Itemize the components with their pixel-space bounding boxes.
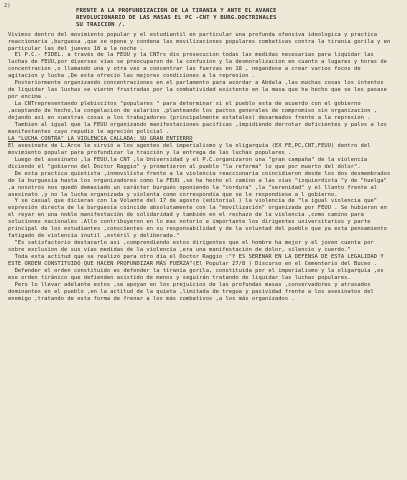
paragraph: Y se casual que dicieran con la Volante del 17 de agosto (editorial ) la violencia de "la igual violencia que" expresión directa de la burguesía coincide absolutamente con la "movilización" organizada por FEUU . Se hubieron en el reyar en una noble manifestación de solidaridad y también en el rechazo de la violencia ,como camino para soluciones nacionales .Allo contribuyeron en lo mas notorio e importante los dirigentes universitarios y parte principal de los estudiantes ,conscientes en su responsabilidad y de la voluntad del pueblo que ya esta pensamiento fatigado de violencia inutil ,estéril y deliberada." xyxy=(8,198,391,240)
paragraph: Pero lo llevar adelante estos ,se apoyan en los prejuicios de las profundas masas ,conservadores y atrasados dominantes en el pueblo ,en la actitud de la quieta ,limitada de tregua y pasividad frente a los asesinatos del enemigo ,tratando de esta forma de frenar a los más combativos ,a los más organizados . xyxy=(8,281,378,302)
paragraph: Posteriormente organizando concentraciones en el parlamento para acordar a Abdala ,las muchas cosas los intentos de liquidar las luchas se vieron frustradas por la combatividad existente en la masa que ha hecho que se les pasase por encima . xyxy=(8,80,391,101)
paragraph: Defender el orden constituido es defender la tiranía gorila, constituida por el imperialismo y la oligarquía ,es ese orden tiránico que defienden asistido de menos y seguirán tratando de liquidar las luchas populares. xyxy=(8,268,387,281)
margin-note: 2) xyxy=(4,3,11,9)
paragraph: "Es satisfactorio destacarlo asi ,comprendiendo estos dirigentes que el hombre ha mejor y el joven cuenta por sobre exclusion de sus vías medidas de la violencia ,era una manifestación de dolor, silencio y cuerdo." xyxy=(8,240,378,254)
section-heading: LA "LUCHA CONTRA" LA VIOLENCIA CALLADA: SU GRAN ENTIERRO xyxy=(8,135,193,142)
paragraph: Toda esta actitud que se realizó para otro día el Doctor Raggio :"Y ES SERENAR EN LA DEFENSA DE ESTA LEGALIDAD Y ESTE ORDEN CONSTITUIDO QUE HACEN PROFUNDIZAR MÁS FUERZA"(El Popular 27/8 ) Discurso en el Cementerio del Buceo . xyxy=(8,254,387,268)
paragraph: Tambien al igual que la FEUU organizando manifestaciones pacificas ,impidiendo derrotar deficientes y palos a los manifestantes cuyo repudio le agreción policial . xyxy=(8,122,391,135)
paragraph: Luego del asesinato ,la FEUU,la CNT ,la Universidad y el P.C.organizaron una "gran campaña" de la violencia diciendo el "gobierno del Doctor Raggio" y prometieron al pueblo "la reforma" lo que por muerto del dolor". xyxy=(8,156,371,170)
paragraph: El asesinato de L.Arce le sirvió a los agentes del imperialismo y la oligarquía (EX FE,PC,CNT,FEUU) dentro del movimiento popular para profundizar la traición y la entrega de las luchas populares . xyxy=(8,142,374,156)
paragraph: Vivimos dentro del movimiento popular y el estudiantil en particular una profunda ofensiva ideologica y practica reaccionaria ,burguesa ,que se opone y condena las movilizaciones populares combativas contra la tiranía gorila y en particular las del jueves 18 a la noche . xyxy=(8,31,394,52)
paragraph: La CNTrepresentando plebiscitos "populares " para determinar si el pueblo esta de acuerdo con el gobierno ,aceptando de hecho,la congelacion de salarios ,planteando los pactos generales de compromiso sin organizacion , dejando asi en vuestras cosas a los trabajadores (principalmente estatales) desarmados frente a la represion . xyxy=(8,101,381,122)
paragraph: El P.C.- FIDEL. a través de la FEUU y la CNTrs dio prosecucion todas las medidas necesarias para liquidar las luchas de FEUU,por diversas vias se preocuparon de la confusion y la desmoralizacion en cuanto a lugares y horas de concentracion ,o llamando una y otra vez a concentrar las fuerzas en 18 , negandose a crear varios focos de agitacion y lucha ,De esta ofrecio las mejores condiciones a la represion . xyxy=(8,52,391,80)
document-body xyxy=(8,32,393,303)
document-heading: FRENTE A LA PROFUNDIZACION DE LA TIRANIA Y ANTE EL AVANCE REVOLUCIONARIO DE LAS MASAS EL PC -CNT Y BURG.DOCTRINALES SU TRAICION /. xyxy=(76,8,277,29)
paragraph: De esta practica quietista ,inmovilista frente a la violencia reaccionaria coincidieron desde los dos desmembrados de la burguesía hasta los organizadores como la FEUU ,se ha hecho el camino a las vías "izquierdista "y de "huelga" ,a nosotros nos quedó demasiado un carácter burgués oponiendo la "cordura" ,la "serenidad" y el llanto frente al asesinato ,y no la lucha organizada y violenta como correspondía que se le respondiese a l gobierno. xyxy=(8,170,394,198)
